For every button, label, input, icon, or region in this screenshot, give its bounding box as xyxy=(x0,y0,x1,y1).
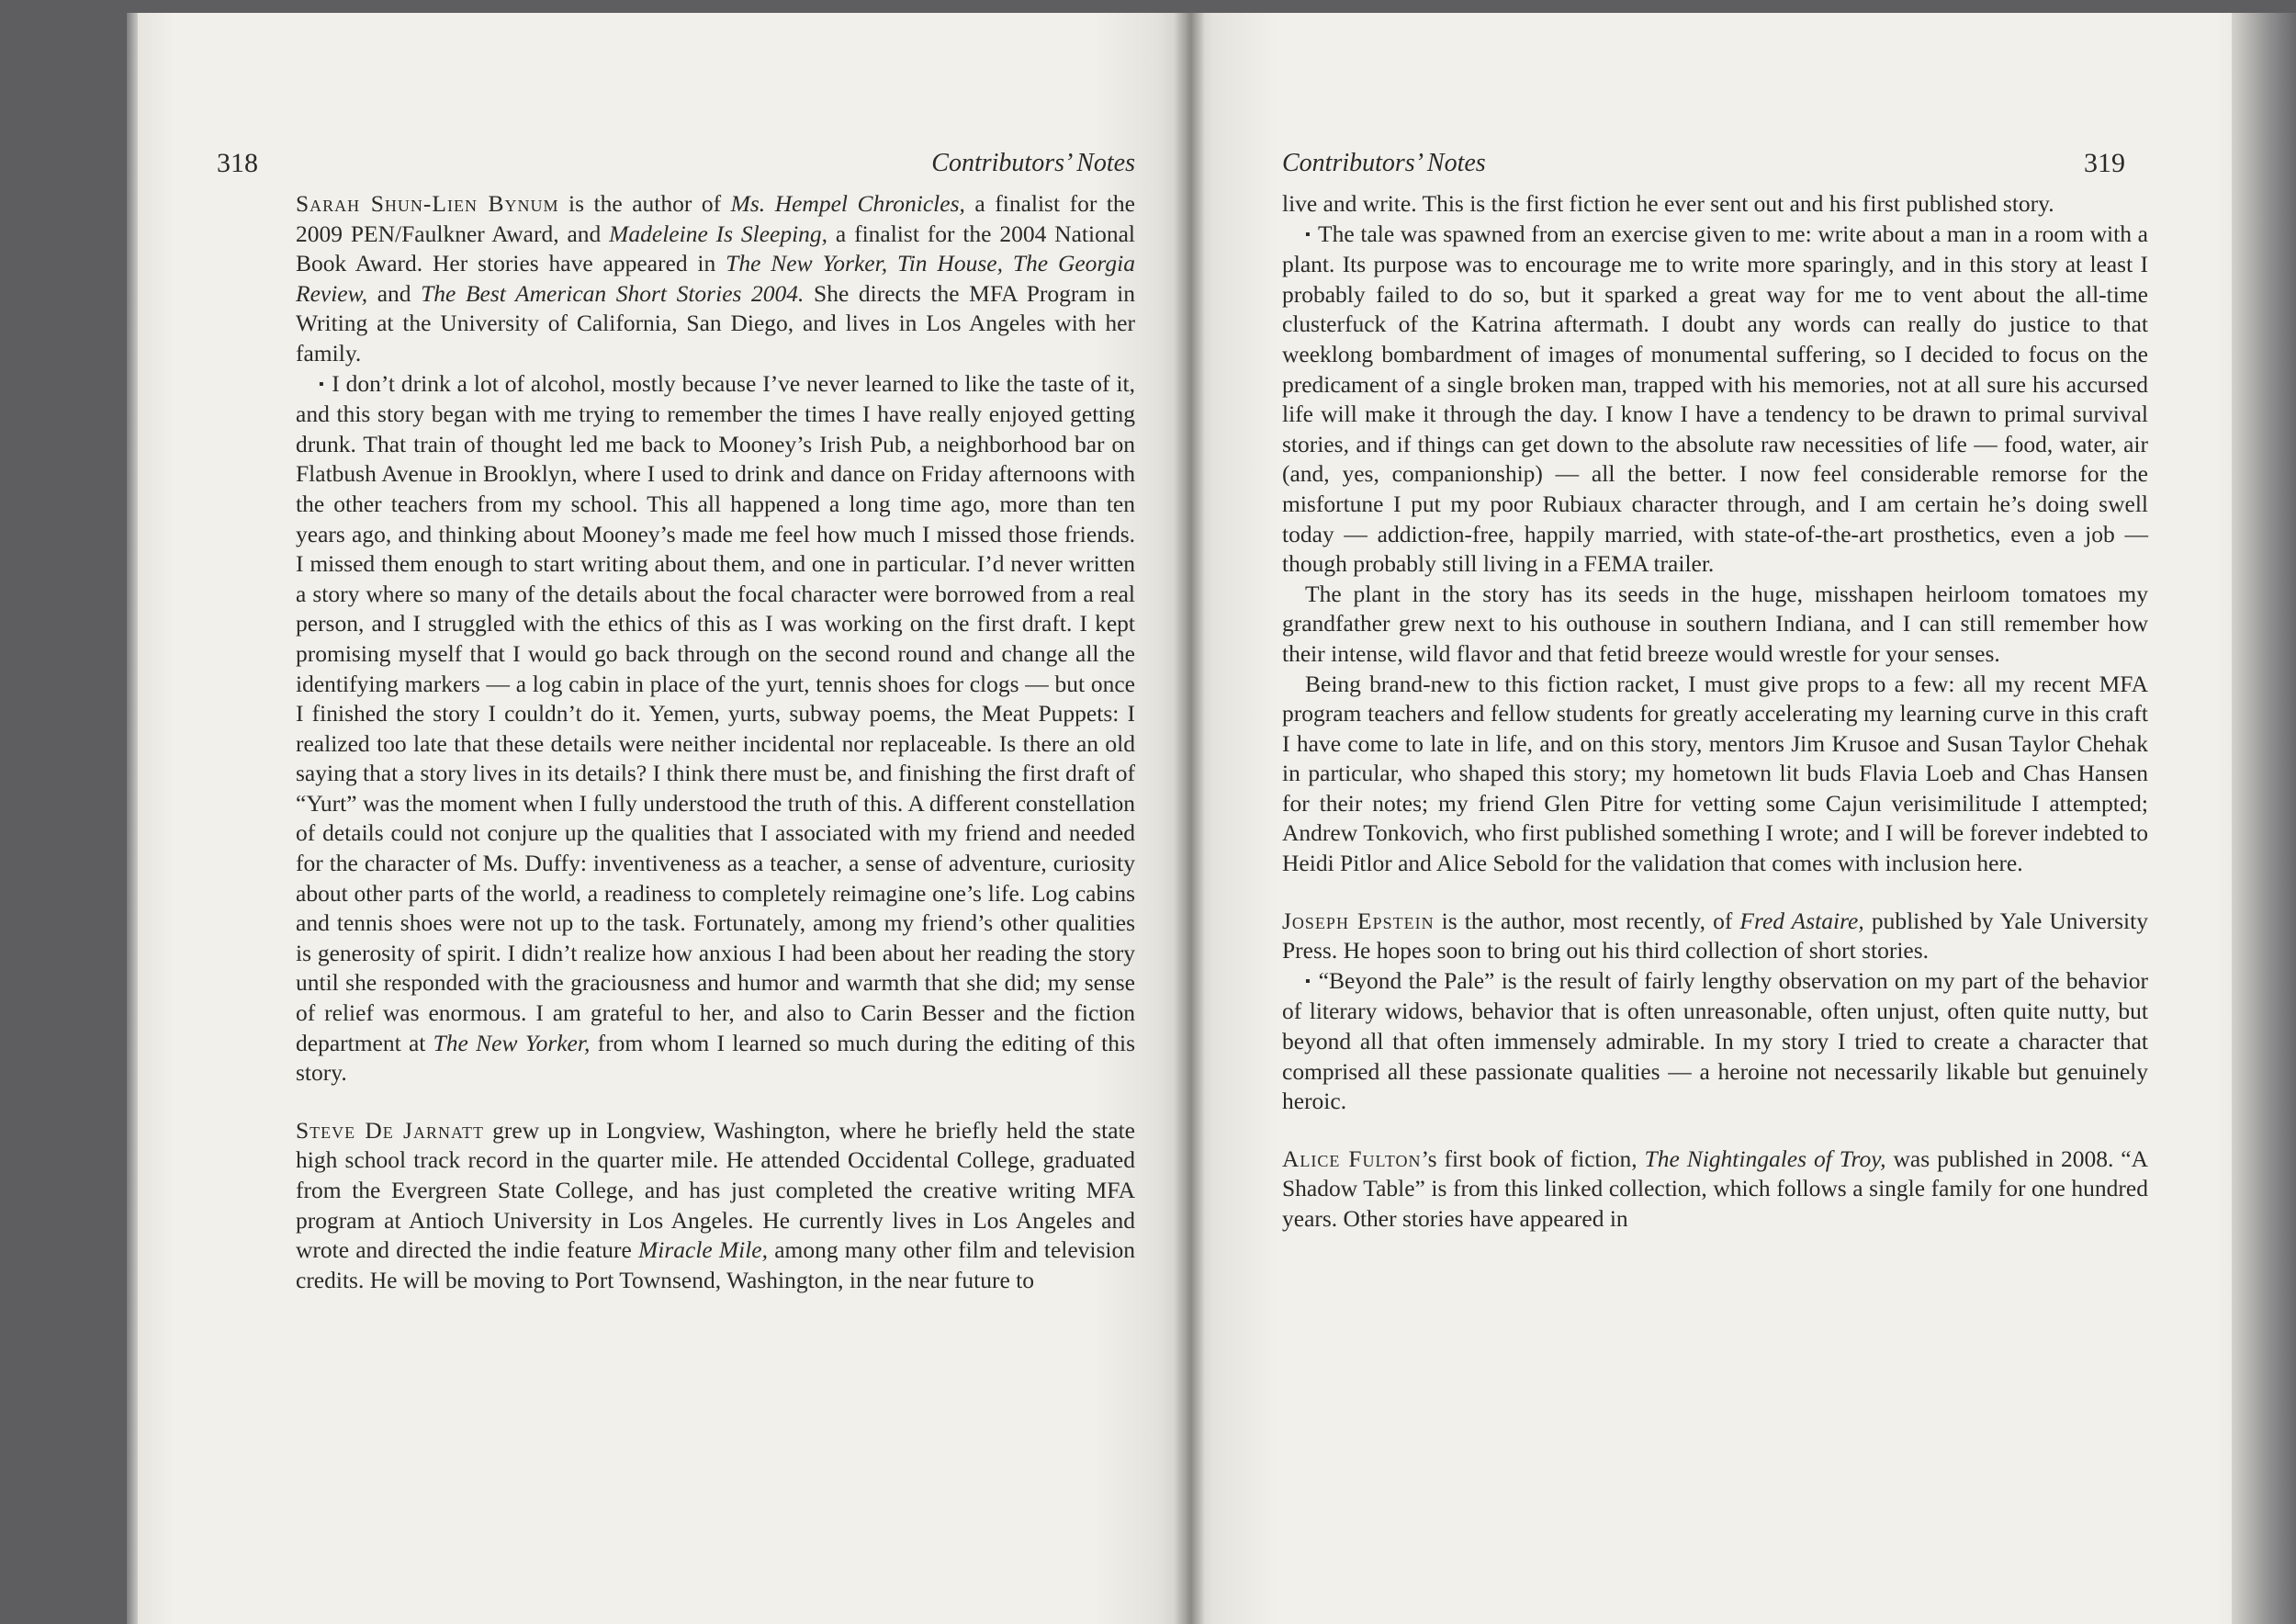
page-edge-right xyxy=(2232,13,2296,1624)
publication-title: The New Yorker, Tin House, The Georgia Review, xyxy=(296,250,1135,307)
contributor-name: Alice Fulton xyxy=(1282,1145,1422,1172)
bynum-note: ▪ I don’t drink a lot of alcohol, mostly because I’ve never learned to like the taste of it, and this story began with me trying to remember the times I have really enjoyed getting drunk. That train of thought led me back to Mooney’s Irish Pub, a neighborhood bar on Flatbush Avenue in Brooklyn, where I used to drink and dance on Friday afternoons with the other teachers from my school. This all happened a long time ago, more than ten years ago, and thinking about Mooney’s made me feel how much I missed those friends. I missed them enough to start writing about them, and one in particular. I’d never written a story where so many of the details about the focal character were borrowed from a real person, and I struggled with the ethics of this as I was working on the first draft. I kept promising myself that I would go back through on the second round and change all the identifying markers — a log cabin in place of the yurt, tennis shoes for clogs — but once I finished the story I couldn’t do it. Yemen, yurts, subway poems, the Meat Puppets: I realized too late that these details were neither incidental nor replaceable. Is there an old saying that a story lives in its details? I think there must be, and finishing the first draft of “Yurt” was the moment when I fully understood the truth of this. A different constellation of details could not conjure up the qualities that I associated with my friend and needed for the character of Ms. Duffy: inventiveness as a teacher, a sense of adventure, curiosity about other parts of the world, a readiness to completely reimagine one’s life. Log cabins and tennis shoes were not up to the task. Fortunately, among my friend’s other qualities is generosity of spirit. I didn’t realize how anxious I had been about her reading the story until she responded with the graciousness and humor and warmth that she did; my sense of relief was enormous. I am grateful to her, and also to Carin Besser and the fiction department at The New Yorker, from whom I learned so much during the editing of this story. xyxy=(296,369,1135,1087)
dejarnatt-bio-cont: live and write. This is the first fiction he ever sent out and his first published story. xyxy=(1282,190,2054,217)
contributor-name: Steve De Jarnatt xyxy=(296,1116,484,1144)
contributor-name: Sarah Shun-Lien Bynum xyxy=(296,190,559,217)
bynum-bio: Sarah Shun-Lien Bynum is the author of Ms. Hempel Chronicles, a finalist for the 2009 PEN/Faulkner Award, and Madeleine Is Sleeping, a finalist for the 2004 National Book Award. Her stories have appeared in The New Yorker, Tin House, The Georgia Review, and The Best American Short Stories 2004. She directs the MFA Program in Writing at the University of California, San Diego, and lives in Los Angeles with her family. xyxy=(296,190,1136,367)
left-page-header xyxy=(217,147,1135,180)
page-number: 319 xyxy=(2084,148,2125,178)
epstein-note: ▪ “Beyond the Pale” is the result of fairly lengthy observation on my part of the behavior of literary widows, behavior that is often unreasonable, often unjust, often quite nutty, but beyond all that often immensely admirable. In my story I tried to create a character that comprised all these passionate qualities — a heroine not necessarily likable but genuinely heroic. xyxy=(1282,966,2149,1115)
film-title: Miracle Mile, xyxy=(638,1236,769,1264)
book-title: Madeleine Is Sleeping, xyxy=(609,220,828,247)
dejarnatt-bio: Steve De Jarnatt grew up in Longview, Washington, where he briefly held the state high school track record in the quarter mile. He attended Occidental College, graduated from the Evergreen State College, and has just completed the creative writing MFA program at Antioch University in Los Angeles. He currently lives in Los Angeles and wrote and directed the indie feature Miracle Mile, among many other film and television credits. He will be moving to Port Townsend, Washington, in the near future to xyxy=(296,1116,1136,1293)
page-number: 318 xyxy=(217,148,258,178)
fulton-bio: Alice Fulton’s first book of fiction, The Nightingales of Troy, was published in 2008. “A Shadow Table” is from this linked collection, which follows a single family for one hundred years. Other stories have appeared in xyxy=(1282,1145,2149,1232)
publication-title: The Best American Short Stories 2004. xyxy=(421,279,805,307)
book-title: Ms. Hempel Chronicles, xyxy=(730,190,965,217)
dejarnatt-note-2: The plant in the story has its seeds in the huge, misshapen heirloom tomatoes my grandfather grew next to his outhouse in southern Indiana, and I can still remember how their intense, wild flavor and that fetid breeze would wrestle for your senses. xyxy=(1282,580,2148,667)
bullet-icon: ▪ xyxy=(1305,226,1311,242)
left-page-text xyxy=(296,189,1135,1295)
dejarnatt-note-3: Being brand-new to this fiction racket, I must give props to a few: all my recent MFA program teachers and fellow students for greatly accelerating my learning curve in this craft I have come to late in life, and on this story, mentors Jim Krusoe and Susan Taylor Chehak in particular, who shaped this story; my hometown lit buds Flavia Loeb and Chas Hansen for their notes; my friend Glen Pitre for vetting some Cajun verisimilitude I attempted; Andrew Tonkovich, who first published something I wrote; and I will be forever indebted to Heidi Pitlor and Alice Sebold for the validation that comes with inclusion here. xyxy=(1282,670,2148,877)
dejarnatt-note: ▪ The tale was spawned from an exercise given to me: write about a man in a room with a plant. Its purpose was to encourage me to write more sparingly, and in this story at least I probably failed to do so, but it sparked a great way for me to vent about the all-time clusterfuck of the Katrina aftermath. I doubt any words can really do justice to that weeklong bombardment of images of monumental suffering, so I decided to focus on the predicament of a single broken man, trapped with his memories, not at all sure his accursed life will make it through the day. I know I have a tendency to be drawn to primal survival stories, and if things can get down to the absolute raw necessities of life — food, water, air (and, yes, companionship) — all the better. I now feel considerable remorse for the misfortune I put my poor Rubiaux character through, and I am certain he’s doing swell today — addiction-free, happily married, with state-of-the-art prosthetics, even a job — though probably still living in a FEMA trailer. xyxy=(1282,220,2148,578)
publication-title: The New Yorker, xyxy=(433,1029,591,1056)
left-page xyxy=(138,13,1187,1624)
bullet-icon: ▪ xyxy=(1305,973,1311,989)
epstein-bio: Joseph Epstein is the author, most recently, of Fred Astaire, published by Yale University Press. He hopes soon to bring out his third collection of short stories. xyxy=(1282,907,2148,964)
book-title: The Nightingales of Troy, xyxy=(1644,1145,1886,1172)
running-head: Contributors’ Notes xyxy=(1282,149,1486,177)
right-page-text xyxy=(1282,189,2148,1235)
contributor-name: Joseph Epstein xyxy=(1282,907,1435,934)
book-title: Fred Astaire, xyxy=(1739,907,1864,934)
right-page xyxy=(1187,13,2259,1624)
running-head: Contributors’ Notes xyxy=(931,149,1135,177)
book-gutter xyxy=(1174,13,1205,1624)
right-page-header xyxy=(1282,147,2125,180)
bullet-icon: ▪ xyxy=(319,376,325,392)
